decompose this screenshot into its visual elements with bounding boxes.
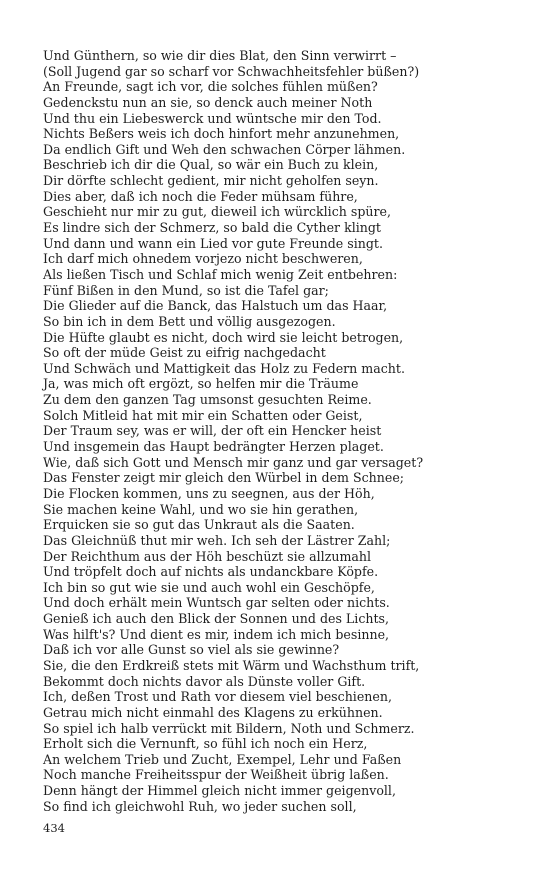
- poem-line: So oft der müde Geist zu eifrig nachgedacht: [43, 345, 326, 361]
- poem-line: Und tröpfelt doch auf nichts als undanckbare Köpfe.: [43, 564, 379, 580]
- poem-line: Nichts Beßers weis ich doch hinfort mehr anzunehmen,: [43, 126, 400, 142]
- poem-line: So bin ich in dem Bett und völlig ausgezogen.: [43, 313, 336, 329]
- poem-line: Dies aber, daß ich noch die Feder mühsam führe,: [43, 188, 358, 204]
- poem-line: Daß ich vor alle Gunst so viel als sie gewinne?: [43, 642, 340, 658]
- poem-line: Denn hängt der Himmel gleich nicht immer geigenvoll,: [43, 783, 396, 799]
- poem-line: Die Hüfte glaubt es nicht, doch wird sie leicht betrogen,: [43, 329, 404, 345]
- poem-line: Und Schwäch und Mattigkeit das Holz zu Federn macht.: [43, 360, 405, 376]
- poem-line: Genieß ich auch den Blick der Sonnen und des Lichts,: [43, 611, 390, 627]
- poem-line: Erquicken sie so gut das Unkraut als die Saaten.: [43, 517, 355, 533]
- poem-line: Ja, was mich oft ergözt, so helfen mir die Träume: [43, 376, 359, 392]
- page-number: 434: [43, 821, 65, 835]
- poem-line: Was hilft's? Und dient es mir, indem ich mich besinne,: [43, 626, 390, 642]
- poem-line: Bekommt doch nichts davor als Dünste voller Gift.: [43, 673, 366, 689]
- poem-line: Und dann und wann ein Lied vor gute Freunde singt.: [43, 235, 383, 251]
- poem-line: Und thu ein Liebeswerck und wüntsche mir den Tod.: [43, 110, 382, 126]
- poem-line: Ich darf mich ohnedem vorjezo nicht beschweren,: [43, 251, 363, 267]
- poem-line: Die Flocken kommen, uns zu seegnen, aus der Höh,: [43, 485, 375, 501]
- poem-line: Fünf Bißen in den Mund, so ist die Tafel gar;: [43, 282, 329, 298]
- poem-line: Wie, daß sich Gott und Mensch mir ganz und gar versaget?: [43, 454, 424, 470]
- poem-line: Die Glieder auf die Banck, das Halstuch um das Haar,: [43, 298, 388, 314]
- poem-line: An Freunde, sagt ich vor, die solches fühlen müßen?: [43, 79, 378, 95]
- poem-line: Erholt sich die Vernunft, so fühl ich noch ein Herz,: [43, 736, 368, 752]
- poem-line: Der Reichthum aus der Höh beschüzt sie allzumahl: [43, 548, 372, 564]
- poem-line: Beschrieb ich dir die Qual, so wär ein Buch zu klein,: [43, 157, 379, 173]
- poem-line: Dir dörfte schlecht gedient, mir nicht geholfen seyn.: [43, 173, 379, 189]
- poem-line: Das Fenster zeigt mir gleich den Würbel in dem Schnee;: [43, 470, 405, 486]
- poem-line: Das Gleichnüß thut mir weh. Ich seh der Lästrer Zahl;: [43, 532, 391, 548]
- poem-line: Sie, die den Erdkreiß stets mit Wärm und Wachsthum trift,: [43, 657, 420, 673]
- poem-line: Ich, deßen Trost und Rath vor diesem viel beschienen,: [43, 689, 392, 705]
- poem-line: Es lindre sich der Schmerz, so bald die Cyther klingt: [43, 220, 381, 236]
- poem-line: Noch manche Freiheitsspur der Weißheit übrig laßen.: [43, 767, 389, 783]
- poem-line: Als ließen Tisch und Schlaf mich wenig Zeit entbehren:: [43, 266, 398, 282]
- poem-line: An welchem Trieb und Zucht, Exempel, Lehr und Faßen: [43, 751, 402, 767]
- poem-text: [43, 48, 513, 814]
- poem-line: Da endlich Gift und Weh den schwachen Cörper lähmen.: [43, 141, 406, 157]
- poem-line: Der Traum sey, was er will, der oft ein Hencker heist: [43, 423, 382, 439]
- poem-line: Getrau mich nicht einmahl des Klagens zu erkühnen.: [43, 704, 383, 720]
- poem-line: So find ich gleichwohl Ruh, wo jeder suchen soll,: [43, 798, 357, 814]
- poem-line: So spiel ich halb verrückt mit Bildern, Noth und Schmerz.: [43, 720, 415, 736]
- poem-line: Solch Mitleid hat mit mir ein Schatten oder Geist,: [43, 407, 363, 423]
- poem-line: Und doch erhält mein Wuntsch gar selten oder nichts.: [43, 595, 390, 611]
- poem-line: Ich bin so gut wie sie und auch wohl ein Geschöpfe,: [43, 579, 375, 595]
- poem-line: Und insgemein das Haupt bedrängter Herzen plaget.: [43, 439, 384, 455]
- poem-line: Sie machen keine Wahl, und wo sie hin gerathen,: [43, 501, 359, 517]
- poem-line: Gedenckstu nun an sie, so denck auch meiner Noth: [43, 94, 373, 110]
- poem-line: Zu dem den ganzen Tag umsonst gesuchten Reime.: [43, 392, 372, 408]
- poem-line: Geschieht nur mir zu gut, dieweil ich würcklich spüre,: [43, 204, 391, 220]
- poem-line: Und Günthern, so wie dir dies Blat, den Sinn verwirrt –: [43, 48, 397, 63]
- poem-line: (Soll Jugend gar so scharf vor Schwachheitsfehler büßen?): [43, 63, 420, 79]
